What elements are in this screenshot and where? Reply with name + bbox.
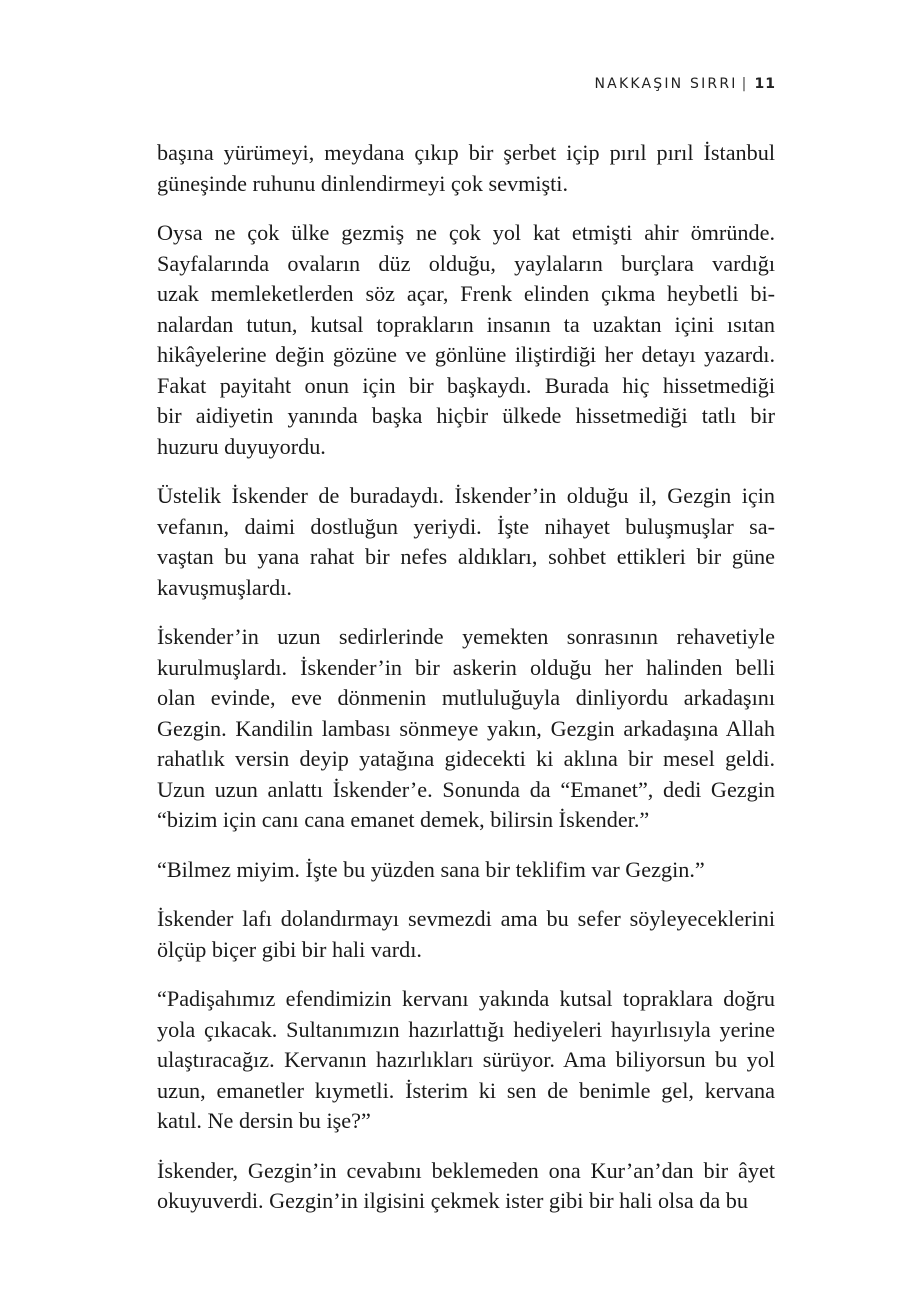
text-line: Sayfalarında ovaların düz olduğu, yaylaların burçlara vardığı xyxy=(157,250,775,276)
text-line: katıl. Ne dersin bu işe?” xyxy=(157,1108,371,1133)
text-line: vefanın, daimi dostluğun yeriydi. İşte nihayet buluşmuşlar sa- xyxy=(157,513,775,539)
text-line: uzun, emanetler kıymetli. İsterim ki sen de benimle gel, kervana xyxy=(157,1077,775,1103)
paragraph xyxy=(157,904,775,965)
text-line: İskender’in uzun sedirlerinde yemekten sonrasının rehavetiyle xyxy=(157,624,775,649)
paragraph xyxy=(157,218,775,462)
text-line: nalardan tutun, kutsal toprakların insanın ta uzaktan içini ısıtan xyxy=(157,311,775,337)
text-line: okuyuverdi. Gezgin’in ilgisini çekmek ister gibi bir hali olsa da bu xyxy=(157,1188,748,1213)
text-line: Gezgin. Kandilin lambası sönmeye yakın, Gezgin arkadaşına Allah xyxy=(157,715,775,741)
text-line: vaştan bu yana rahat bir nefes aldıkları, sohbet ettikleri bir güne xyxy=(157,544,775,569)
paragraph xyxy=(157,1156,775,1217)
text-line: olan evinde, eve dönmenin mutluluğuyla dinliyordu arkadaşını xyxy=(157,685,775,710)
paragraph xyxy=(157,855,775,886)
paragraph xyxy=(157,984,775,1137)
text-line: ölçüp biçer gibi bir hali vardı. xyxy=(157,936,422,962)
body-text xyxy=(157,138,775,1236)
text-line: güneşinde ruhunu dinlendirmeyi çok sevmişti. xyxy=(157,170,569,196)
paragraph xyxy=(157,481,775,603)
text-line: ulaştıracağız. Kervanın hazırlıkları sürüyor. Ama biliyorsun bu yol xyxy=(157,1047,775,1072)
text-line: Üstelik İskender de buradaydı. İskender’in olduğu il, Gezgin için xyxy=(157,483,775,508)
text-line: kavuşmuşlardı. xyxy=(157,574,292,600)
text-line: Uzun uzun anlattı İskender’e. Sonunda da “Emanet”, dedi Gezgin xyxy=(157,776,775,802)
text-line: hikâyelerine değin gözüne ve gönlüne iliştirdiği her detayı yazardı. xyxy=(157,342,775,367)
text-line: Fakat payitaht onun için bir başkaydı. Burada hiç hissetmediği xyxy=(157,372,775,398)
header-separator: | xyxy=(741,76,749,92)
text-line: rahatlık versin deyip yatağına gidecekti ki aklına bir mesel geldi. xyxy=(157,746,775,771)
paragraph xyxy=(157,622,775,836)
text-line: kurulmuşlardı. İskender’in bir askerin olduğu her halinden belli xyxy=(157,654,775,680)
text-line: “bizim için canı cana emanet demek, bilirsin İskender.” xyxy=(157,807,650,832)
text-line: İskender, Gezgin’in cevabını beklemeden ona Kur’an’dan bir âyet xyxy=(157,1157,775,1183)
text-line: “Padişahımız efendimizin kervanı yakında kutsal topraklara doğru xyxy=(157,986,775,1011)
text-line: İskender lafı dolandırmayı sevmezdi ama bu sefer söyleyeceklerini xyxy=(157,906,775,931)
text-line: “Bilmez miyim. İşte bu yüzden sana bir teklifim var Gezgin.” xyxy=(157,856,705,882)
page-number: 11 xyxy=(754,76,776,92)
text-line: Oysa ne çok ülke gezmiş ne çok yol kat etmişti ahir ömründe. xyxy=(157,220,775,245)
text-line: uzak memleketlerden söz açar, Frenk elinden çıkma heybetli bi- xyxy=(157,281,775,306)
book-title: NAKKAŞIN SIRRI xyxy=(594,76,738,92)
text-line: bir aidiyetin yanında başka hiçbir ülkede hissetmediği tatlı bir xyxy=(157,403,775,428)
text-line: başına yürümeyi, meydana çıkıp bir şerbet içip pırıl pırıl İstanbul xyxy=(157,140,775,165)
running-header xyxy=(595,76,777,92)
text-line: huzuru duyuyordu. xyxy=(157,433,326,459)
text-line: yola çıkacak. Sultanımızın hazırlattığı hediyeleri hayırlısıyla yerine xyxy=(157,1016,775,1042)
paragraph xyxy=(157,138,775,199)
